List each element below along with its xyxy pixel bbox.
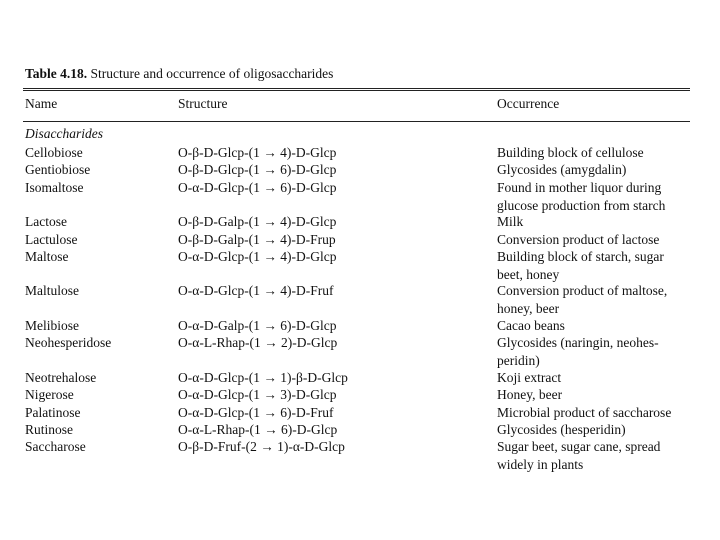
occurrence-line: Honey, beer [497, 387, 563, 403]
occurrence-line: Microbial product of saccharose [497, 404, 672, 420]
table-label: Table 4.18. [25, 66, 88, 81]
cell-occurrence [497, 334, 697, 370]
cell-occurrence [497, 282, 697, 318]
cell-occurrence [497, 231, 697, 249]
cell-occurrence [497, 248, 697, 284]
occurrence-line: honey, beer [497, 301, 560, 317]
header-structure: Structure [178, 96, 228, 111]
cell-name: Maltose [25, 248, 69, 264]
cell-name: Neotrehalose [25, 369, 97, 385]
cell-structure: O-β-D-Glcp-(1 → 6)-D-Glcp [178, 162, 337, 178]
cell-name: Nigerose [25, 387, 74, 403]
cell-structure: O-α-D-Glcp-(1 → 6)-D-Fruf [178, 404, 334, 420]
cell-name: Cellobiose [25, 145, 83, 160]
cell-occurrence [497, 404, 697, 422]
cell-name: Isomaltose [25, 179, 84, 195]
occurrence-line: Koji extract [497, 369, 562, 385]
occurrence-line: Sugar beet, sugar cane, spread [497, 439, 661, 455]
occurrence-line: Milk [497, 214, 524, 230]
occurrence-line: peridin) [497, 353, 540, 369]
cell-structure: O-α-D-Glcp-(1 → 1)-β-D-Glcp [178, 369, 348, 385]
occurrence-line: Building block of starch, sugar [497, 248, 664, 264]
cell-structure: O-β-D-Galp-(1 → 4)-D-Glcp [178, 214, 337, 230]
cell-occurrence [497, 386, 697, 404]
top-rule-double [23, 90, 690, 91]
cell-structure: O-β-D-Glcp-(1 → 4)-D-Glcp [178, 145, 337, 160]
cell-name: Maltulose [25, 283, 79, 299]
cell-name: Gentiobiose [25, 162, 91, 178]
cell-name: Palatinose [25, 404, 81, 420]
section-title: Disaccharides [25, 126, 103, 141]
cell-name: Neohesperidose [25, 335, 112, 351]
cell-occurrence [497, 421, 697, 439]
cell-name: Lactulose [25, 231, 78, 247]
occurrence-line: Building block of cellulose [497, 145, 644, 160]
header-name: Name [25, 96, 58, 111]
cell-occurrence [497, 179, 697, 215]
cell-structure: O-α-D-Glcp-(1 → 4)-D-Glcp [178, 248, 337, 264]
occurrence-line: Conversion product of maltose, [497, 283, 668, 299]
occurrence-line: beet, honey [497, 266, 560, 282]
cell-occurrence [497, 213, 697, 231]
occurrence-line: Glycosides (amygdalin) [497, 162, 627, 178]
cell-structure: O-α-D-Galp-(1 → 6)-D-Glcp [178, 318, 337, 333]
cell-name: Lactose [25, 214, 67, 230]
cell-name: Rutinose [25, 421, 74, 437]
cell-structure: O-β-D-Fruf-(2 → 1)-α-D-Glcp [178, 439, 345, 455]
cell-structure: O-α-D-Glcp-(1 → 4)-D-Fruf [178, 283, 334, 299]
cell-structure: O-α-D-Glcp-(1 → 3)-D-Glcp [178, 387, 337, 403]
top-rule [23, 88, 690, 89]
occurrence-line: glucose production from starch [497, 197, 666, 213]
cell-occurrence [497, 438, 697, 474]
occurrence-line: Conversion product of lactose [497, 231, 660, 247]
occurrence-line: Cacao beans [497, 318, 565, 333]
header-rule [23, 121, 690, 122]
cell-structure: O-β-D-Galp-(1 → 4)-D-Frup [178, 231, 336, 247]
cell-occurrence [497, 369, 697, 387]
cell-structure: O-α-L-Rhap-(1 → 6)-D-Glcp [178, 421, 338, 437]
occurrence-line: Glycosides (naringin, neohes- [497, 335, 659, 351]
cell-occurrence [497, 144, 697, 162]
table-title: Structure and occurrence of oligosaccharides [90, 66, 334, 81]
cell-occurrence [497, 161, 697, 179]
cell-name: Saccharose [25, 439, 86, 455]
occurrence-line: Glycosides (hesperidin) [497, 421, 626, 437]
occurrence-line: Found in mother liquor during [497, 179, 662, 195]
header-occurrence: Occurrence [497, 96, 560, 111]
cell-structure: O-α-D-Glcp-(1 → 6)-D-Glcp [178, 179, 337, 195]
cell-structure: O-α-L-Rhap-(1 → 2)-D-Glcp [178, 335, 338, 351]
table-caption [25, 66, 333, 82]
cell-occurrence [497, 317, 697, 335]
occurrence-line: widely in plants [497, 457, 584, 473]
cell-name: Melibiose [25, 318, 79, 333]
